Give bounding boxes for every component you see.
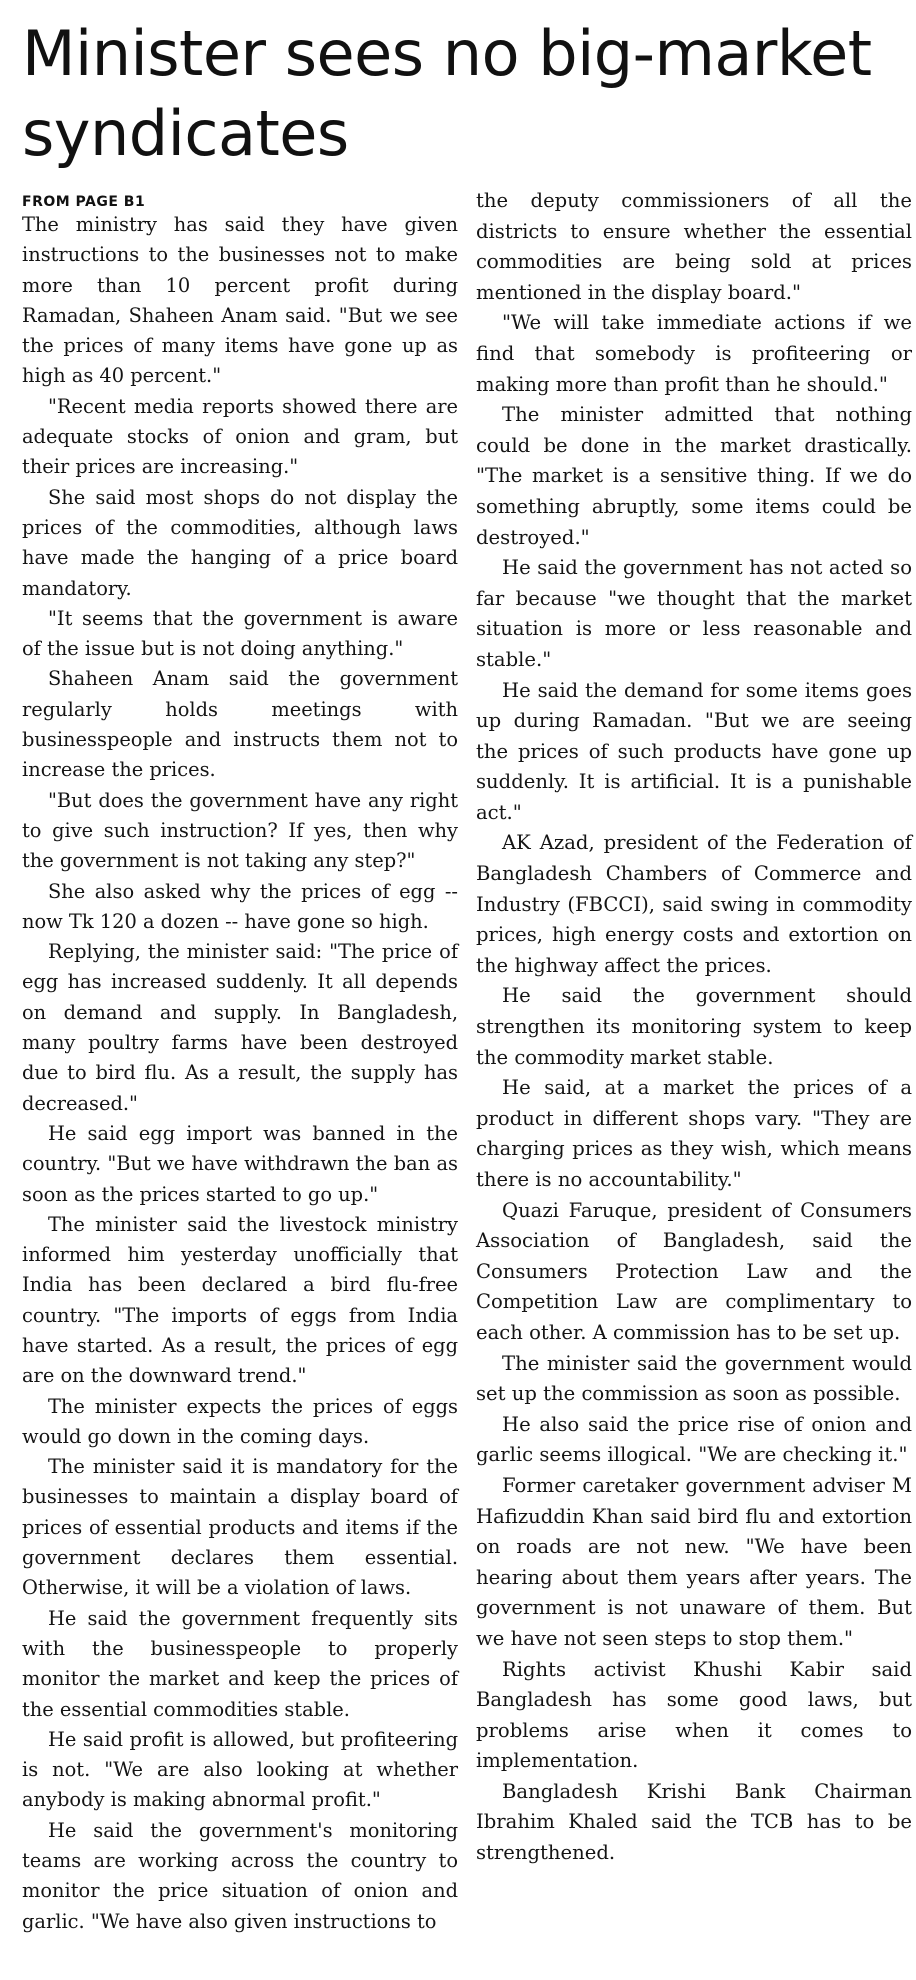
paragraph: He said egg import was banned in the country. "But we have withdrawn the ban as soon as the prices started to go up." <box>22 1121 458 1206</box>
paragraph: He said the government has not acted so far because "we thought that the market situation is more or less reasonable and stable." <box>476 556 912 671</box>
paragraph: "But does the government have any right to give such instruction? If yes, then why the government is not taking any step?" <box>22 788 458 873</box>
paragraph: Shaheen Anam said the government regularly holds meetings with businesspeople and instructs them not to increase the prices. <box>22 667 458 782</box>
paragraph: Former caretaker government adviser M Hafizuddin Khan said bird flu and extortion on roads are not new. "We have been hearing about them years after years. The government is not unaware of them. But we have not seen steps to stop them." <box>476 1473 912 1650</box>
paragraph: She said most shops do not display the prices of the commodities, although laws have made the hanging of a price board mandatory. <box>22 485 458 600</box>
paragraph: "We will take immediate actions if we find that somebody is profiteering or making more than profit than he should." <box>476 311 912 396</box>
article-column-right <box>476 186 912 1869</box>
paragraph: He said profit is allowed, but profiteering is not. "We are also looking at whether anybody is making abnormal profit." <box>22 1727 458 1812</box>
article-column-left <box>22 192 458 1937</box>
paragraph: the deputy commissioners of all the districts to ensure whether the essential commodities are being sold at prices mentioned in the display board." <box>476 189 912 304</box>
paragraph: He said the demand for some items goes up during Ramadan. "But we are seeing the prices of such products have gone up suddenly. It is artificial. It is a punishable act." <box>476 678 912 824</box>
paragraph: He said the government frequently sits with the businesspeople to properly monitor the market and keep the prices of the essential commodities stable. <box>22 1606 458 1721</box>
paragraph: She also asked why the prices of egg -- now Tk 120 a dozen -- have gone so high. <box>22 879 458 933</box>
paragraph: He said the government's monitoring teams are working across the country to monitor the price situation of onion and garlic. "We have also given instructions to <box>22 1818 458 1933</box>
paragraph: He also said the price rise of onion and garlic seems illogical. "We are checking it." <box>476 1412 912 1467</box>
paragraph: The minister expects the prices of eggs would go down in the coming days. <box>22 1394 458 1448</box>
paragraph: "It seems that the government is aware of the issue but is not doing anything." <box>22 606 458 661</box>
paragraph: "Recent media reports showed there are adequate stocks of onion and gram, but their prices are increasing." <box>22 394 458 479</box>
paragraph: The minister said it is mandatory for the businesses to maintain a display board of prices of essential products and items if the government declares them essential. Otherwise, it will be a violation of laws. <box>22 1455 458 1600</box>
paragraph: He said, at a market the prices of a product in different shops vary. "They are charging prices as they wish, which means there is no accountability." <box>476 1076 912 1191</box>
paragraph: Replying, the minister said: "The price of egg has increased suddenly. It all depends on demand and supply. In Bangladesh, many poultry farms have been destroyed due to bird flu. As a result, the supply has decreased." <box>22 940 458 1115</box>
paragraph: Rights activist Khushi Kabir said Bangladesh has some good laws, but problems arise when it comes to implementation. <box>476 1657 912 1773</box>
paragraph: The minister admitted that nothing could be done in the market drastically. "The market is a sensitive thing. If we do something abruptly, some items could be destroyed." <box>476 403 912 549</box>
paragraph: Quazi Faruque, president of Consumers Association of Bangladesh, said the Consumers Protection Law and the Competition Law are complimentary to each other. A commission has to be set up. <box>476 1198 912 1344</box>
headline: Minister sees no big-market syndicates <box>22 17 872 170</box>
paragraph: The minister said the government would set up the commission as soon as possible. <box>476 1351 912 1406</box>
paragraph: AK Azad, president of the Federation of Bangladesh Chambers of Commerce and Industry (FBCCI), said swing in commodity prices, high energy costs and extortion on the highway affect the prices. <box>476 831 912 977</box>
dateline: FROM PAGE B1 <box>22 194 146 210</box>
paragraph: He said the government should strengthen its monitoring system to keep the commodity market stable. <box>476 984 912 1069</box>
paragraph: Bangladesh Krishi Bank Chairman Ibrahim Khaled said the TCB has to be strengthened. <box>476 1779 912 1865</box>
paragraph: The minister said the livestock ministry informed him yesterday unofficially that India has been declared a bird flu-free country. "The imports of eggs from India have started. As a result, the prices of egg are on the downward trend." <box>22 1212 458 1388</box>
paragraph: The ministry has said they have given instructions to the businesses not to make more than 10 percent profit during Ramadan, Shaheen Anam said. "But we see the prices of many items have gone up as high as 40 percent." <box>22 213 458 388</box>
